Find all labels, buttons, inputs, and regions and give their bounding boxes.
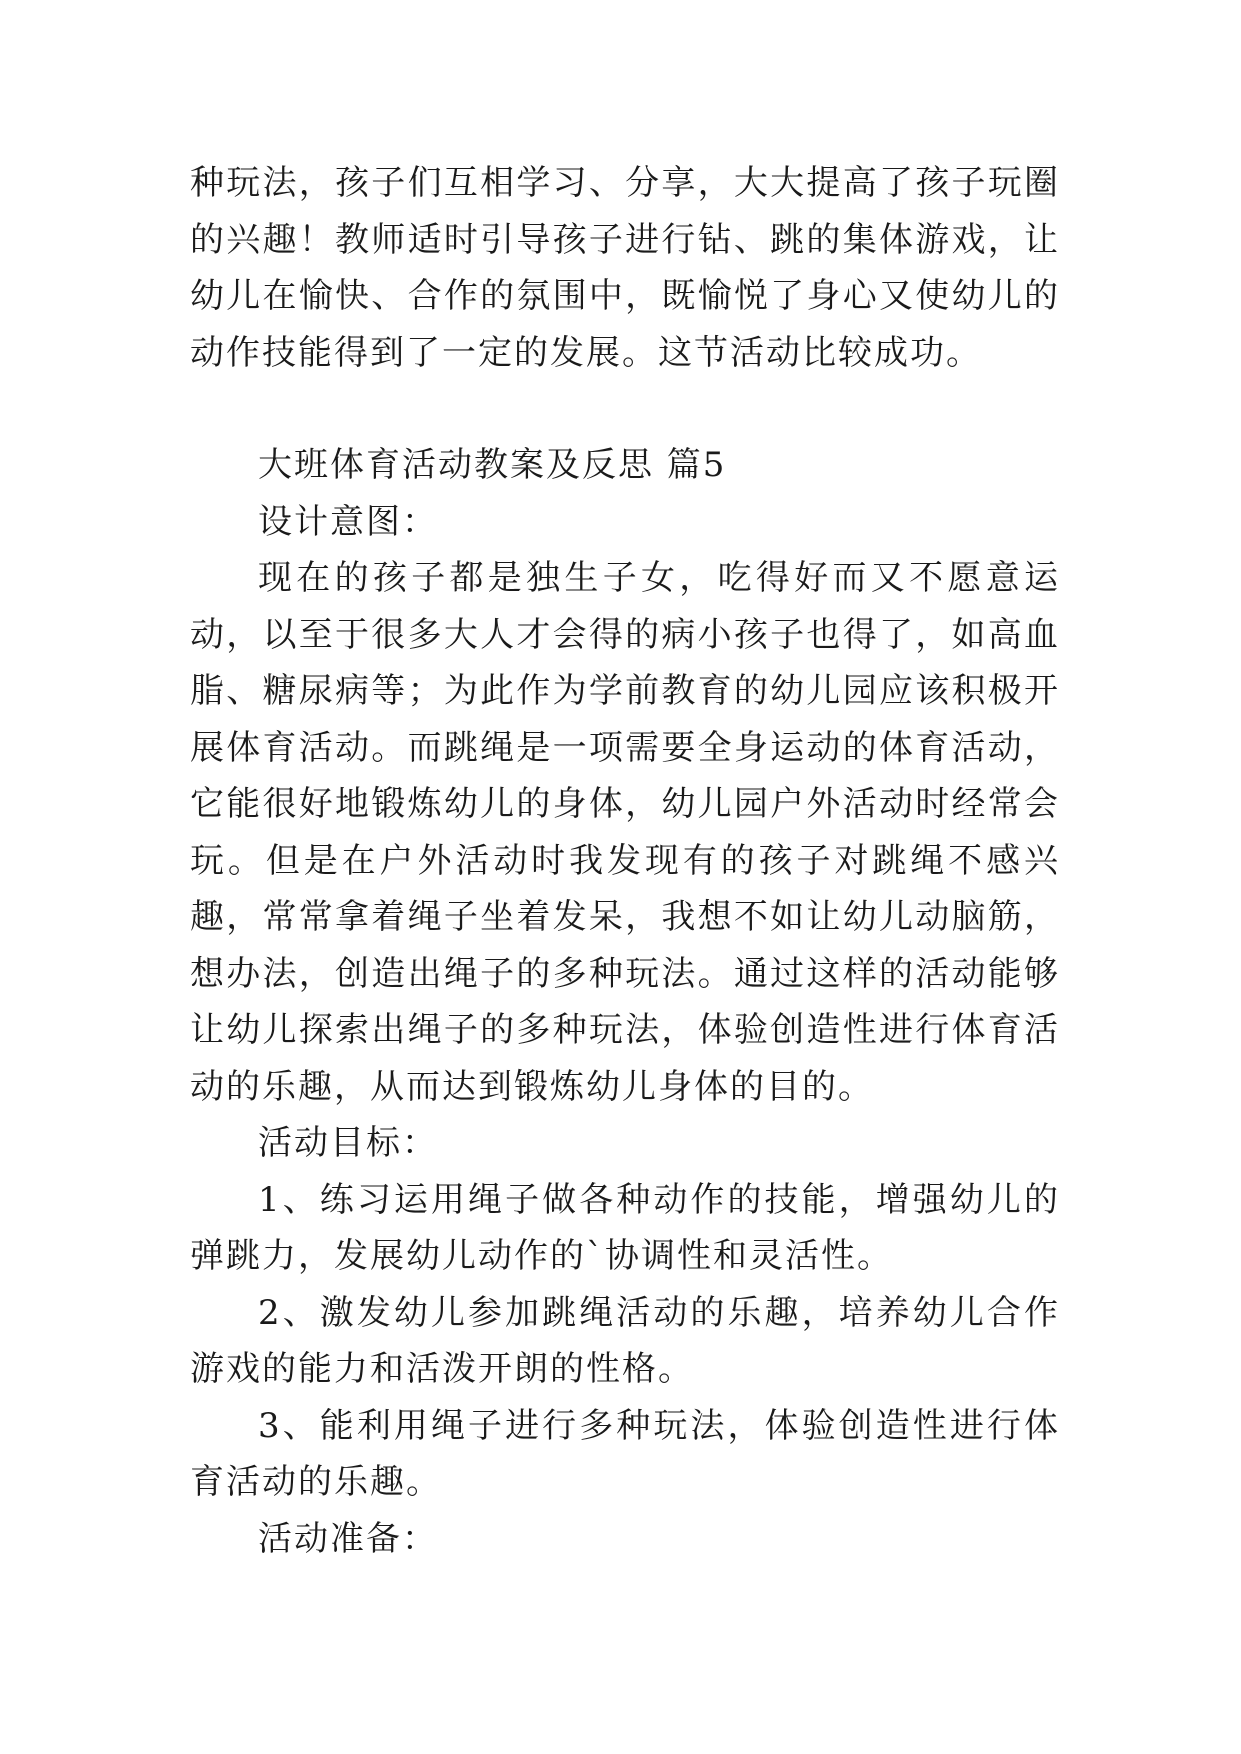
goals-heading: 活动目标： bbox=[258, 1123, 438, 1163]
goal-item-3: 3、能利用绳子进行多种玩法，体验创造性进行体育活动的乐趣。 bbox=[190, 1405, 1060, 1502]
goal-item-2: 2、激发幼儿参加跳绳活动的乐趣，培养幼儿合作游戏的能力和活泼开朗的性格。 bbox=[190, 1292, 1060, 1389]
preparation-heading: 活动准备： bbox=[258, 1518, 438, 1559]
document-body bbox=[190, 155, 1060, 1567]
continuation-paragraph: 种玩法，孩子们互相学习、分享，大大提高了孩子玩圈的兴趣！教师适时引导孩子进行钻、跳的集体游戏，让幼儿在愉快、合作的氛围中，既愉悦了身心又使幼儿的动作技能得到了一定的发展。这节活动比较成功。 bbox=[190, 163, 1060, 373]
goal-item-1: 1、练习运用绳子做各种动作的技能，增强幼儿的弹跳力，发展幼儿动作的`协调性和灵活性。 bbox=[190, 1179, 1060, 1276]
design-paragraph: 现在的孩子都是独生子女，吃得好而又不愿意运动，以至于很多大人才会得的病小孩子也得了，如高血脂、糖尿病等；为此作为学前教育的幼儿园应该积极开展体育活动。而跳绳是一项需要全身运动的体育活动，它能很好地锻炼幼儿的身体，幼儿园户外活动时经常会玩。但是在户外活动时我发现有的孩子对跳绳不感兴趣，常常拿着绳子坐着发呆，我想不如让幼儿动脑筋，想办法，创造出绳子的多种玩法。通过这样的活动能够让幼儿探索出绳子的多种玩法，体验创造性进行体育活动的乐趣，从而达到锻炼幼儿身体的目的。 bbox=[190, 558, 1060, 1107]
design-heading: 设计意图： bbox=[258, 501, 438, 542]
section-title: 大班体育活动教案及反思 篇5 bbox=[258, 445, 727, 485]
